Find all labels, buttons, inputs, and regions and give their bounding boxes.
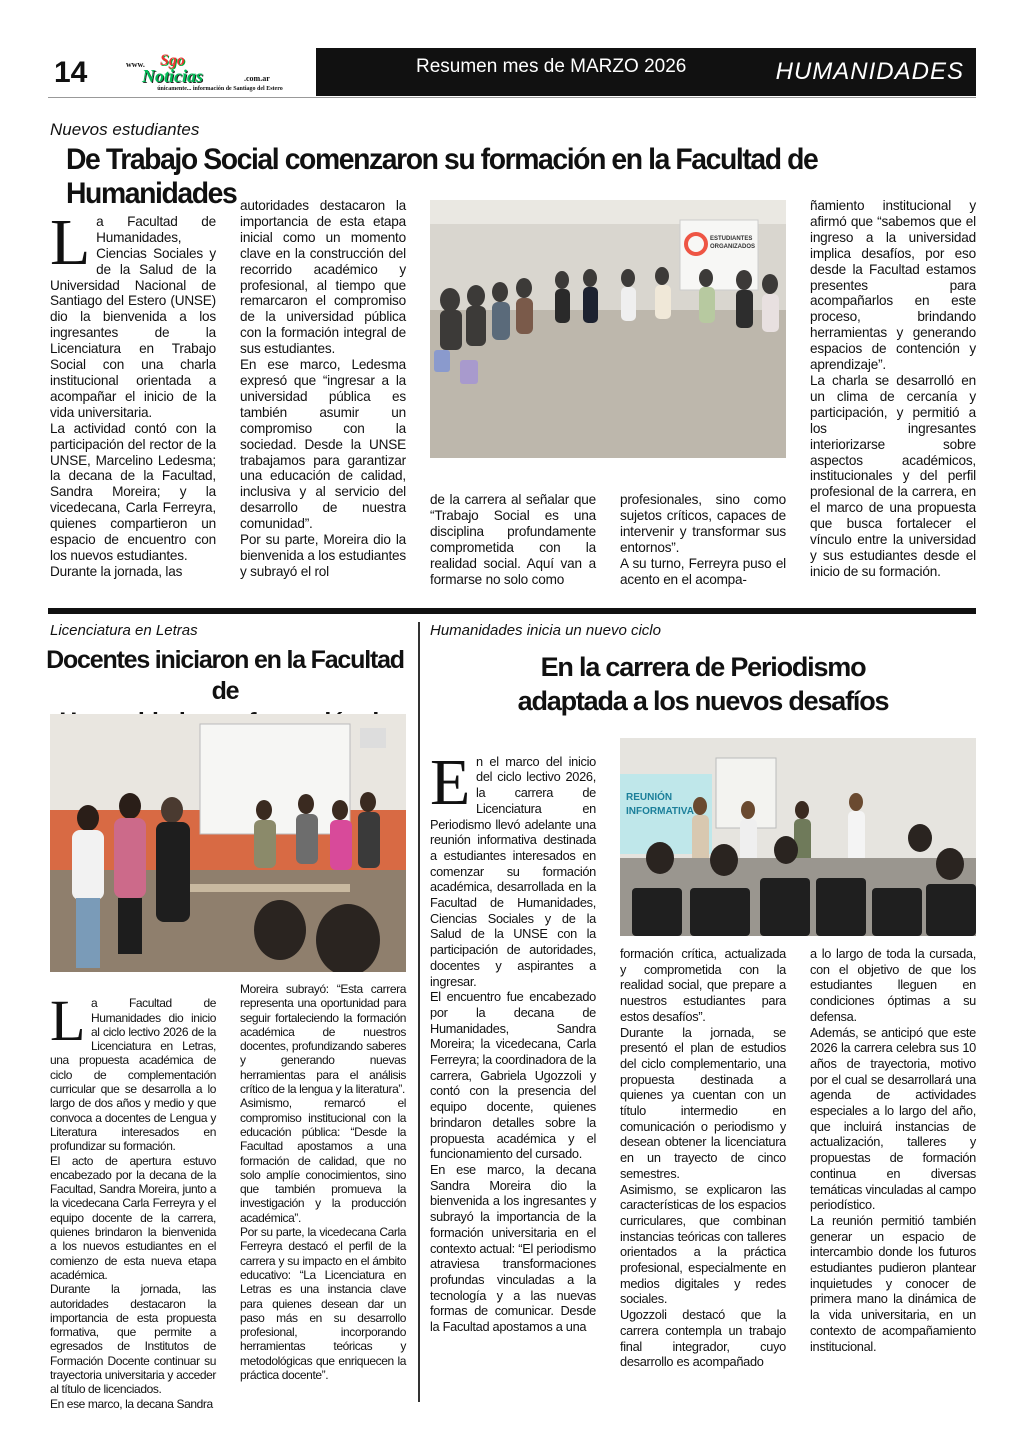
screen-text-1: REUNIÓN	[626, 792, 673, 803]
article2-photo	[50, 714, 406, 972]
article1-photo-image	[430, 200, 786, 458]
article2-col2: Moreira subrayó: “Esta carrera representa una oportunidad para seguir fortaleciendo la formación académica de nuestros docentes, profundizando saberes y generando nuevas herramientas para el análisis crítico de la lengua y la literatura”. Asimismo, remarcó el compromiso institucional con la educación pública: “Desde la Facultad apostamos a una formación de calidad, que no solo amplíe conocimientos, sino que también promueva la investigación y la producción académica”. Por su parte, la vicedecana Carla Ferreyra destacó el perfil de la carrera y su impacto en el ámbito educativo: “La Licenciatura en Letras es una instancia clave para quienes desean dar un paso más en su desarrollo profesional, incorporando herramientas teóricas y metodológicas que enriquecen la práctica docente”.	[240, 982, 406, 1383]
site-logo[interactable]	[126, 52, 306, 96]
article3-kicker: Humanidades inicia un nuevo ciclo	[430, 622, 661, 639]
article2-photo-image	[50, 714, 406, 972]
article3-col2: formación crítica, actualizada y comprometida con la realidad social, que prepare a nuestros estudiantes para estos desafíos”. Durante la jornada, se presentó el plan de estudios del ciclo complementario, una propuesta destinada a quienes ya cuentan con un título intermedio en comunicación o periodismo y desean obtener la licenciatura en un trayecto de cinco semestres. Asimismo, se explicaron las características de los espacios curriculares, que combinan instancias teóricas con talleres orientados a la práctica profesional, especialmente en medios digitales y redes sociales. Ugozzoli destacó que la carrera contempla un trabajo final integrador, cuyo desarrollo es acompañado	[620, 946, 786, 1370]
article3-headline	[430, 650, 976, 718]
article1-col5: ñamiento institucional y afirmó que “sabemos que el ingreso a la universidad implica desafíos, por eso desde la Facultad estamos presentes para acompañarlos en este proceso, brindando herramientas y generando espacios de contención y aprendizaje”. La charla se desarrolló en un clima de cercanía y participación, y permitió a los ingresantes interiorizarse sobre aspectos académicos, institucionales y del perfil profesional de la carrera, en el marco de una propuesta que busca fortalecer el vínculo entre la universidad y sus estudiantes desde el inicio de su formación.	[810, 198, 976, 579]
article3-col1	[430, 738, 596, 1398]
article2-dropcap: L	[50, 988, 86, 1054]
logo-tagline: únicamente... información de Santiago del Estero	[157, 86, 283, 92]
article3-photo-image	[620, 738, 976, 936]
article3-dropcap: E	[430, 745, 471, 819]
article2-col1-text: a Facultad de Humanidades dio inicio al ciclo lectivo 2026 de la Licenciatura en Letras, una propuesta académica de ciclo de complementación curricular que se desarrolla a lo largo de dos años y medio y que convoca a docentes de Lengua y Literatura interesados en profundizar su formación. El acto de apertura estuvo encabezado por la decana de la Facultad, Sandra Moreira, junto a la vicedecana Carla Ferreyra y el equipo docente de la carrera, quienes brindaron la bienvenida a los nuevos estudiantes en el comienzo de esta nueva etapa académica. Durante la jornada, las autoridades destacaron la importancia de esta propuesta formativa, que permite a egresados de Institutos de Formación Docente continuar su trayectoria universitaria y acceder al título de licenciados. En ese marco, la decana Sandra	[50, 996, 216, 1411]
page-number: 14	[54, 56, 88, 89]
issue-summary: Resumen mes de MARZO 2026	[416, 56, 687, 77]
column-divider	[418, 622, 420, 1402]
article1-col4: profesionales, sino como sujetos críticos, capaces de intervenir y transformar sus entornos”. A su turno, Ferreyra puso el acento en el acompa-	[620, 492, 786, 587]
article1-headline: De Trabajo Social comenzaron su formación en la Facultad de Humanidades	[66, 143, 818, 210]
page-header	[48, 48, 976, 98]
logo-www: www.	[126, 60, 145, 69]
header-bar	[316, 48, 976, 96]
logo-brand-main: Noticias	[142, 66, 203, 86]
article1-col1-text: a Facultad de Humanidades, Ciencias Sociales y de la Salud de la Universidad Nacional de Santiago del Estero (UNSE) dio la bienvenida a los ingresantes de la Licenciatura en Trabajo Social con una charla institucional orientada a acompañar el inicio de la vida universitaria. La actividad contó con la participación del rector de la UNSE, Marcelino Ledesma; la decana de la Facultad, Sandra Moreira; y la vicedecana, Carla Ferreyra, quienes compartieron un espacio de encuentro con los nuevos estudiantes. Durante la jornada, las	[50, 213, 216, 579]
article2-headline-line1: Docentes iniciaron en la Facultad de	[46, 646, 404, 705]
article3-headline-line1: En la carrera de Periodismo	[540, 652, 866, 682]
article2-kicker: Licenciatura en Letras	[50, 622, 198, 639]
banner-text-2: ORGANIZADOS	[710, 244, 755, 250]
article1-col1	[50, 198, 216, 596]
article3-photo	[620, 738, 976, 936]
screen-text-2: INFORMATIVA	[626, 806, 694, 817]
logo-brand-top: Sgo	[160, 52, 185, 69]
article1-col3: de la carrera al señalar que “Trabajo Social es una disciplina profundamente comprometida con la realidad social. Aquí van a formarse no solo como	[430, 492, 596, 587]
article3-col1-text: n el marco del inicio del ciclo lectivo 2026, la carrera de Licenciatura en Periodismo llevó adelante una reunión informativa destinada a estudiantes interesados en comenzar su formación académica, desarrollada en la Facultad de Humanidades, Ciencias Sociales y de la Salud de la UNSE con la participación de autoridades, docentes y aspirantes a ingresar. El encuentro fue encabezado por la decana de Humanidades, Sandra Moreira; la vicedecana, Carla Ferreyra; la coordinadora de la carrera, Gabriela Ugozzoli y contó con la presencia del equipo docente, quienes brindaron detalles sobre la propuesta académica y el funcionamiento del cursado. En ese marco, la decana Sandra Moreira dio la bienvenida a los ingresantes y subrayó la importancia de la formación universitaria en el contexto actual: “El periodismo atraviesa transformaciones profundas vinculadas a la tecnología y a las nuevas formas de comunicar. Desde la Facultad apostamos a una	[430, 753, 596, 1335]
article1-col2: autoridades destacaron la importancia de esta etapa inicial como un momento clave en la construcción del recorrido académico y profesional, al tiempo que remarcaron el compromiso de la universidad pública con la formación integral de sus estudiantes. En ese marco, Ledesma expresó que “ingresar a la universidad pública es también asumir un compromiso con la sociedad. Desde la UNSE trabajamos para garantizar una educación de calidad, inclusiva y al servicio del desarrollo de nuestra comunidad”. Por su parte, Moreira dio la bienvenida a los estudiantes y subrayó el rol	[240, 198, 406, 579]
logo-domain: .com.ar	[244, 74, 270, 83]
article1-photo	[430, 200, 786, 458]
article1-kicker: Nuevos estudiantes	[50, 120, 200, 139]
banner-text-1: ESTUDIANTES	[710, 236, 753, 242]
section-divider	[48, 608, 976, 614]
article2-col1	[50, 982, 216, 1411]
article1-dropcap: L	[50, 205, 91, 279]
article3-headline-line2: adaptada a los nuevos desafíos	[517, 686, 889, 716]
section-title: HUMANIDADES	[775, 58, 964, 85]
article3-col3: a lo largo de toda la cursada, con el objetivo de que los estudiantes lleguen en condiciones óptimas a su defensa. Además, se anticipó que este 2026 la carrera celebra sus 10 años de trayectoria, motivo por el cual se desarrollará una agenda de actividades especiales a lo largo del año, que incluirá instancias de actualización, talleres y propuestas de formación continua en diversas temáticas vinculadas al campo periodístico. La reunión permitió también generar un espacio de intercambio donde los futuros estudiantes pudieron plantear inquietudes y conocer de primera mano la dinámica de la vida universitaria, en un contexto de acompañamiento institucional.	[810, 946, 976, 1354]
